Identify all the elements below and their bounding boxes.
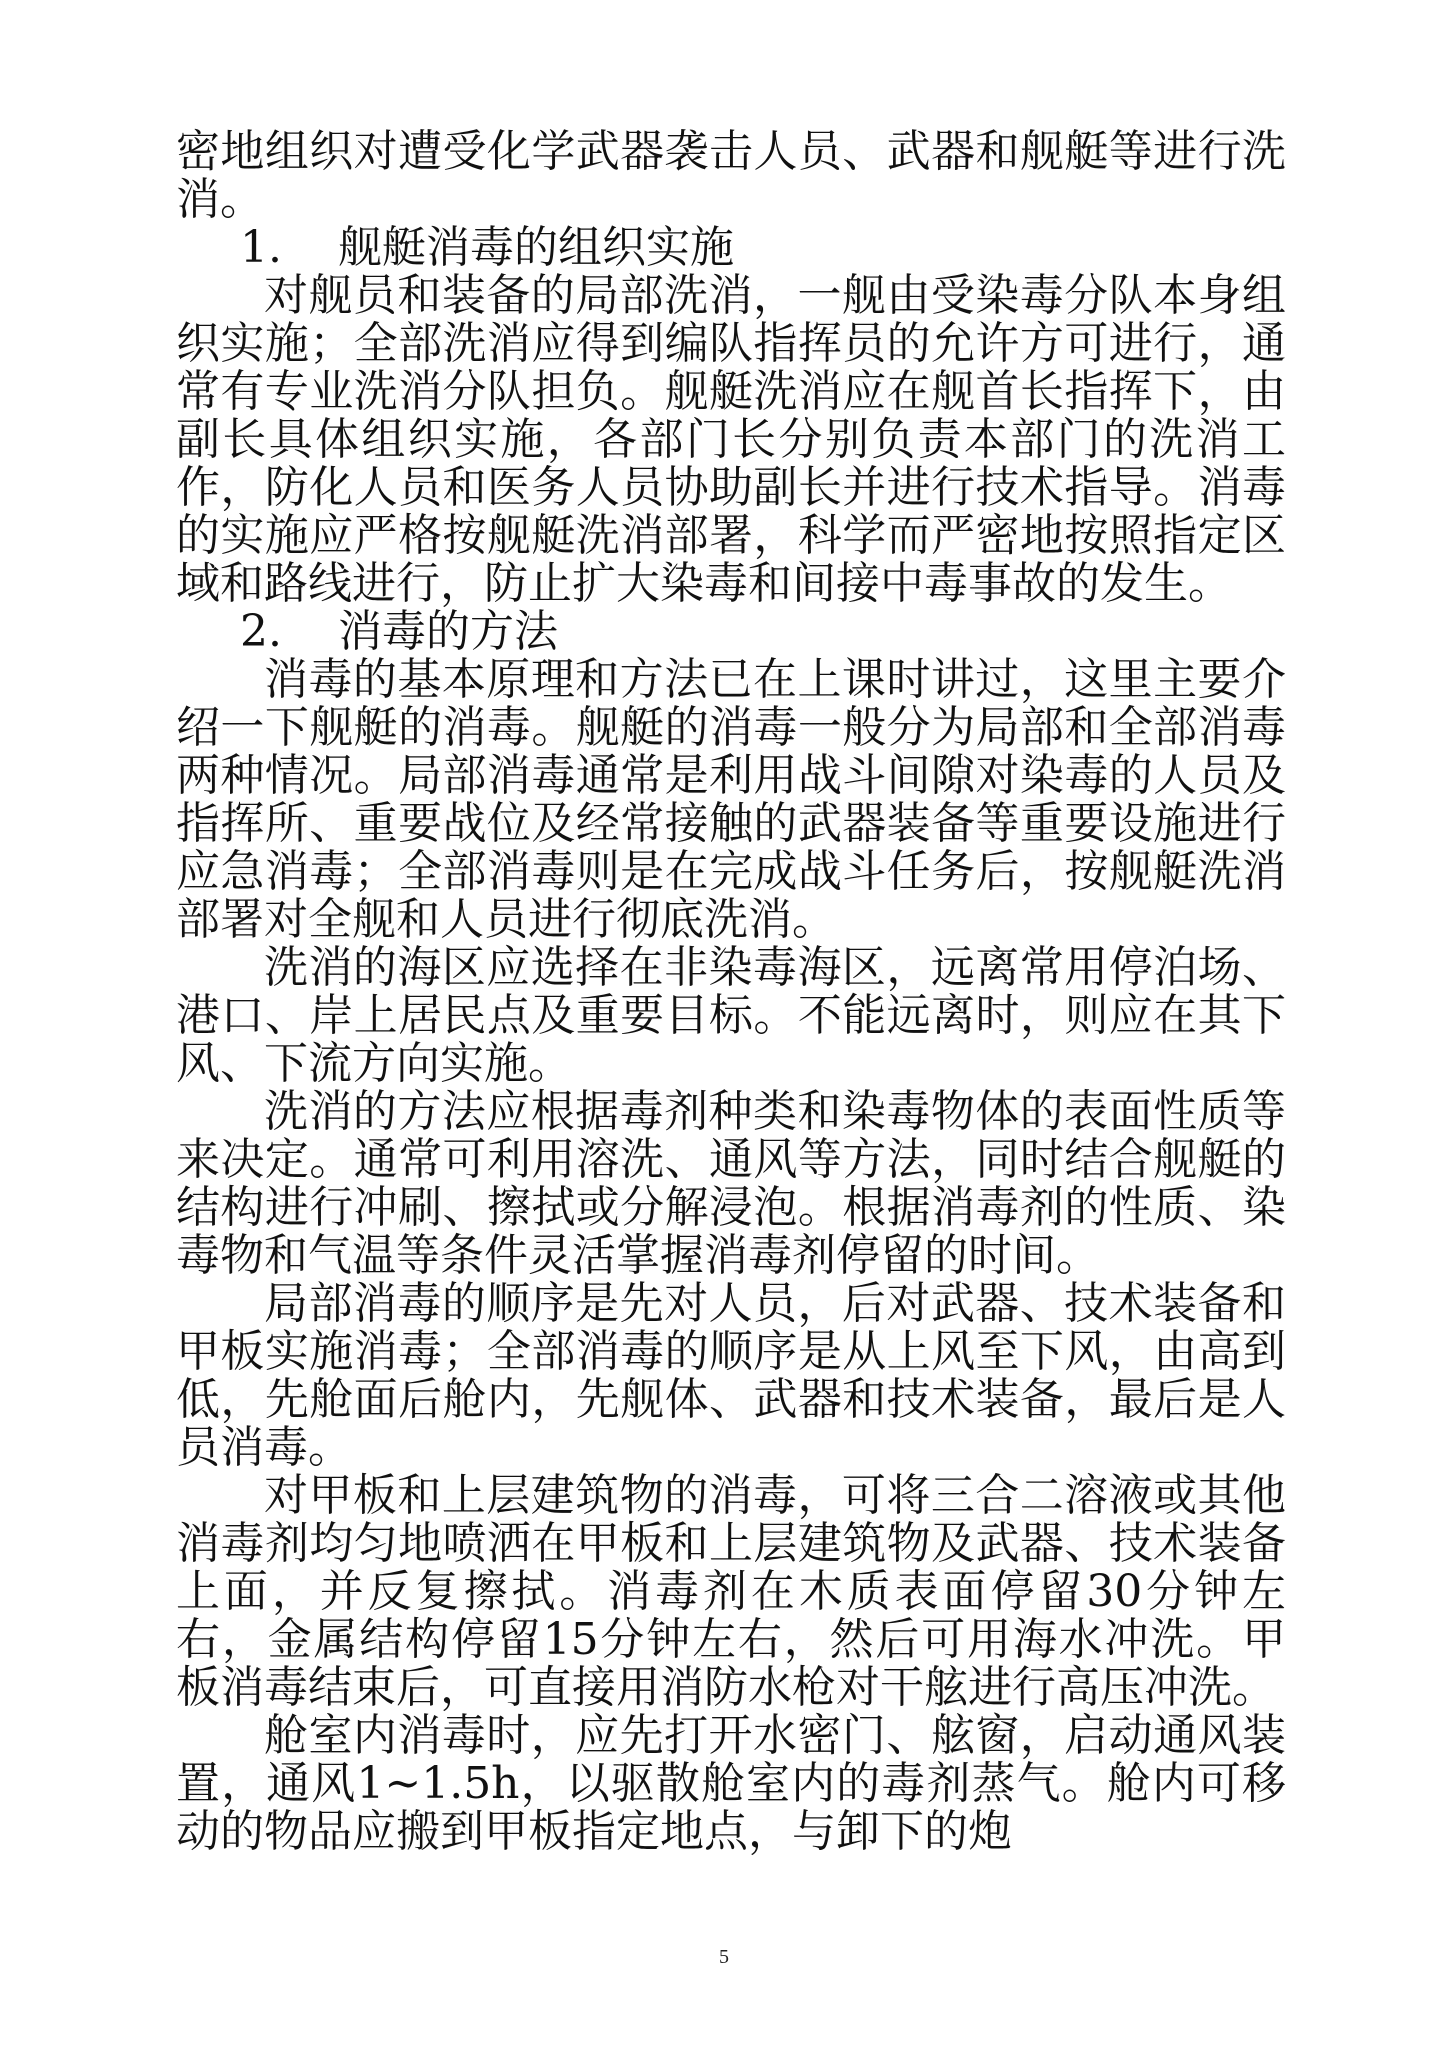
section-number: 2.: [240, 606, 282, 657]
document-body: [176, 128, 1286, 1856]
section-title: 舰艇消毒的组织实施: [338, 222, 734, 273]
paragraph: 对甲板和上层建筑物的消毒，可将三合二溶液或其他消毒剂均匀地喷洒在甲板和上层建筑物及武器、技术装备上面，并反复擦拭。消毒剂在木质表面停留30分钟左右，金属结构停留15分钟左右，然后可用海水冲洗。甲板消毒结束后，可直接用消防水枪对干舷进行高压冲洗。: [176, 1470, 1286, 1713]
page-number: 5: [719, 1946, 729, 1968]
section-title: 消毒的方法: [338, 606, 558, 657]
section-heading: [176, 224, 1286, 272]
section-heading: [176, 608, 1286, 656]
paragraph: 对舰员和装备的局部洗消，一舰由受染毒分队本身组织实施；全部洗消应得到编队指挥员的允许方可进行，通常有专业洗消分队担负。舰艇洗消应在舰首长指挥下，由副长具体组织实施，各部门长分别负责本部门的洗消工作，防化人员和医务人员协助副长并进行技术指导。消毒的实施应严格按舰艇洗消部署，科学而严密地按照指定区域和路线进行，防止扩大染毒和间接中毒事故的发生。: [176, 270, 1286, 609]
paragraph: 局部消毒的顺序是先对人员，后对武器、技术装备和甲板实施消毒；全部消毒的顺序是从上风至下风，由高到低，先舱面后舱内，先舰体、武器和技术装备，最后是人员消毒。: [176, 1278, 1286, 1473]
paragraph: 消毒的基本原理和方法已在上课时讲过，这里主要介绍一下舰艇的消毒。舰艇的消毒一般分为局部和全部消毒两种情况。局部消毒通常是利用战斗间隙对染毒的人员及指挥所、重要战位及经常接触的武器装备等重要设施进行应急消毒；全部消毒则是在完成战斗任务后，按舰艇洗消部署对全舰和人员进行彻底洗消。: [176, 654, 1286, 945]
section-number: 1.: [240, 222, 282, 273]
paragraph: 舱室内消毒时，应先打开水密门、舷窗，启动通风装置，通风1~1.5h，以驱散舱室内的毒剂蒸气。舱内可移动的物品应搬到甲板指定地点，与卸下的炮: [176, 1710, 1286, 1857]
paragraph: 密地组织对遭受化学武器袭击人员、武器和舰艇等进行洗消。: [176, 126, 1286, 225]
paragraph: 洗消的方法应根据毒剂种类和染毒物体的表面性质等来决定。通常可利用溶洗、通风等方法，同时结合舰艇的结构进行冲刷、擦拭或分解浸泡。根据消毒剂的性质、染毒物和气温等条件灵活掌握消毒剂停留的时间。: [176, 1086, 1286, 1281]
paragraph: 洗消的海区应选择在非染毒海区，远离常用停泊场、港口、岸上居民点及重要目标。不能远离时，则应在其下风、下流方向实施。: [176, 942, 1286, 1089]
